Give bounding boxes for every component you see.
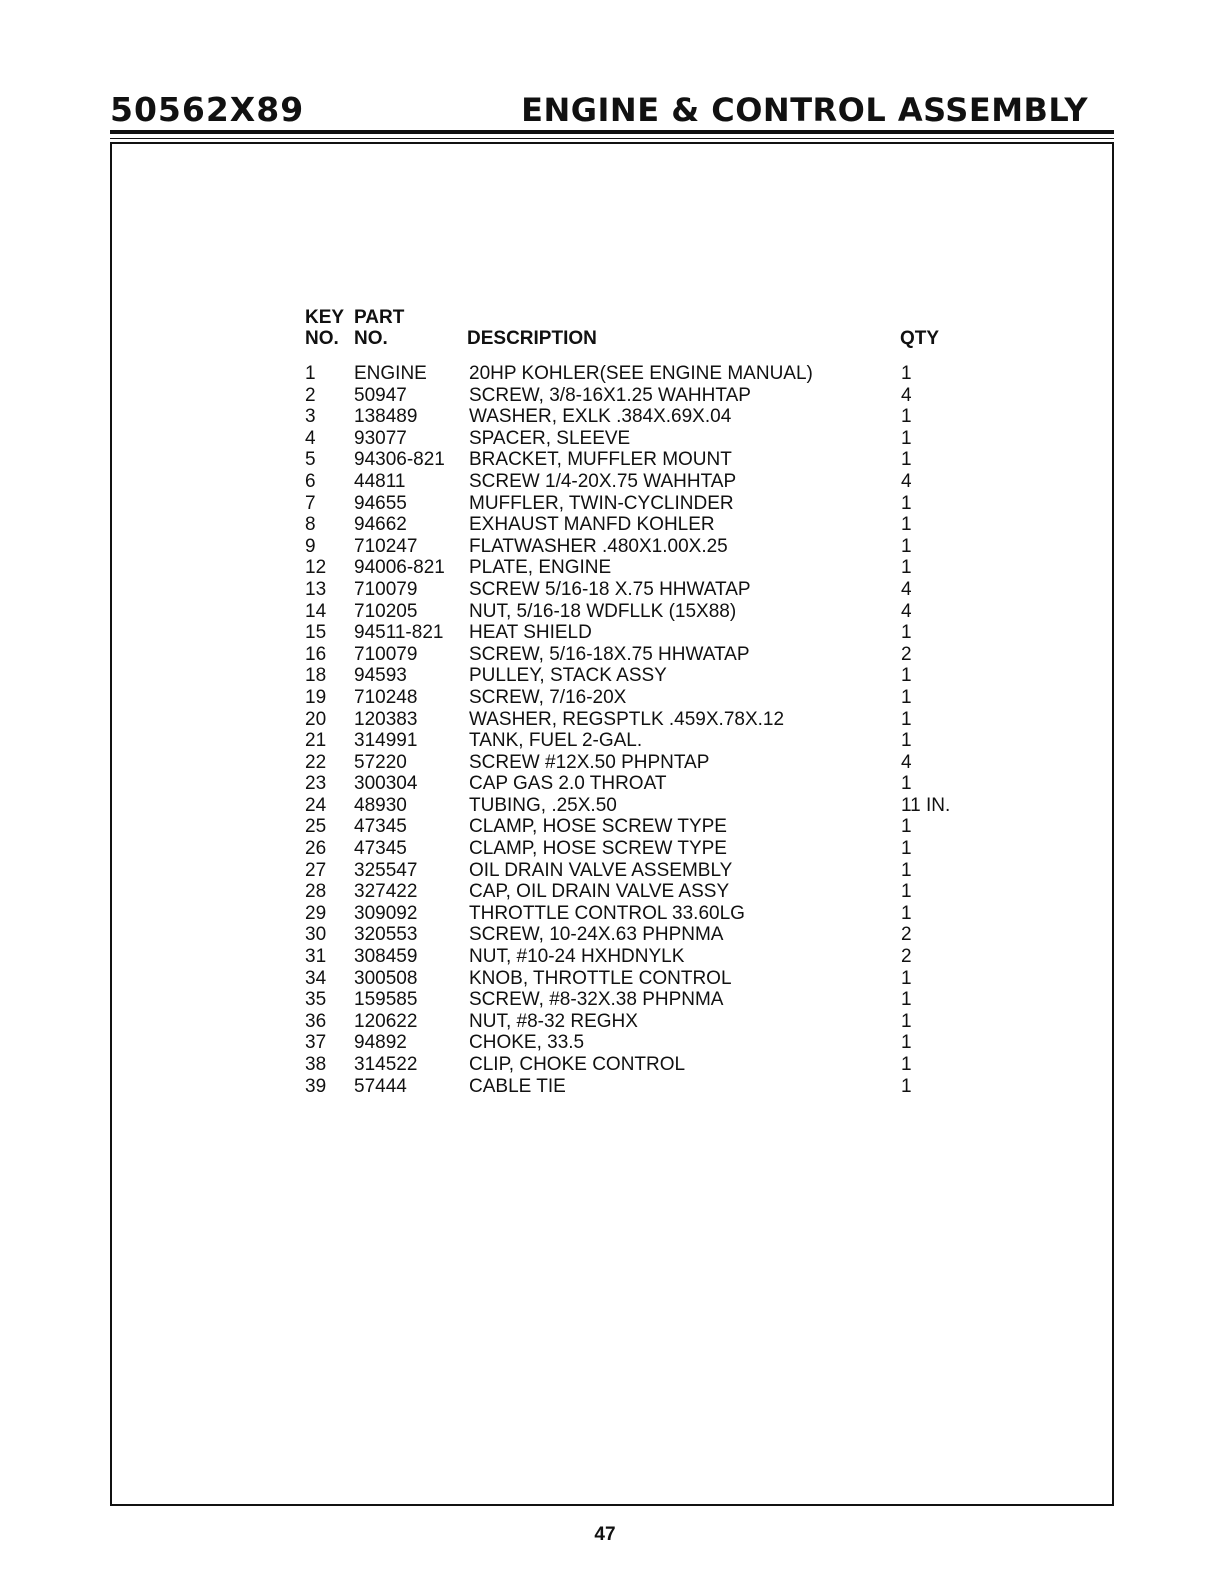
table-row [305, 1011, 985, 1033]
part-number-cell: 320553 [354, 924, 418, 946]
quantity-cell: 2 [901, 924, 912, 946]
key-number-cell: 1 [305, 363, 316, 384]
description-cell: SPACER, SLEEVE [469, 427, 631, 449]
table-row [305, 903, 985, 925]
part-number-cell: 710205 [354, 600, 418, 622]
table-row [305, 493, 985, 515]
quantity-cell: 4 [901, 470, 912, 492]
key-number-cell: 34 [305, 967, 327, 989]
key-number-cell: 23 [305, 773, 327, 795]
part-number-cell: 94593 [354, 665, 407, 687]
quantity-cell: 1 [901, 427, 912, 449]
table-row [305, 449, 985, 471]
col-key-header-line1: KEY [305, 307, 345, 328]
description-cell: CLAMP, HOSE SCREW TYPE [469, 816, 727, 838]
table-row [305, 471, 985, 493]
key-number-cell: 37 [305, 1032, 327, 1054]
quantity-cell: 1 [901, 622, 912, 644]
description-cell: WASHER, EXLK .384X.69X.04 [469, 406, 732, 428]
key-number-cell: 4 [305, 427, 316, 449]
description-cell: CABLE TIE [469, 1075, 566, 1097]
quantity-cell: 1 [901, 708, 912, 730]
table-row [305, 406, 985, 428]
col-description-header: DESCRIPTION [467, 328, 597, 349]
description-cell: WASHER, REGSPTLK .459X.78X.12 [469, 708, 785, 730]
part-number-cell: 94892 [354, 1032, 407, 1054]
table-row [305, 989, 985, 1011]
description-cell: EXHAUST MANFD KOHLER [469, 514, 715, 536]
header-rule-thin [110, 138, 1114, 139]
key-number-cell: 39 [305, 1075, 327, 1097]
part-number-cell: 93077 [354, 427, 407, 449]
part-number-cell: 300304 [354, 773, 418, 795]
key-number-cell: 36 [305, 1010, 327, 1032]
key-number-cell: 16 [305, 643, 327, 665]
key-number-cell: 3 [305, 406, 316, 428]
table-row [305, 363, 985, 385]
description-cell: SCREW, 7/16-20X [469, 686, 627, 708]
quantity-cell: 1 [901, 557, 912, 579]
description-cell: CLAMP, HOSE SCREW TYPE [469, 838, 727, 860]
part-number-cell: 710079 [354, 578, 418, 600]
quantity-cell: 1 [901, 514, 912, 536]
key-number-cell: 30 [305, 924, 327, 946]
description-cell: SCREW, 3/8-16X1.25 WAHHTAP [469, 384, 751, 406]
quantity-cell: 4 [901, 578, 912, 600]
description-cell: PLATE, ENGINE [469, 557, 612, 579]
description-cell: BRACKET, MUFFLER MOUNT [469, 449, 732, 471]
quantity-cell: 1 [901, 730, 912, 752]
key-number-cell: 15 [305, 622, 327, 644]
quantity-cell: 1 [901, 1054, 912, 1075]
quantity-cell: 2 [901, 643, 912, 665]
key-number-cell: 29 [305, 902, 327, 924]
quantity-cell: 1 [901, 686, 912, 708]
part-number-cell: 159585 [354, 989, 418, 1011]
table-row [305, 730, 985, 752]
table-row [305, 579, 985, 601]
table-row [305, 924, 985, 946]
quantity-cell: 1 [901, 406, 912, 428]
quantity-cell: 1 [901, 1075, 912, 1097]
page-header-title: ENGINE & CONTROL ASSEMBLY [521, 91, 1088, 129]
description-cell: SCREW #12X.50 PHPNTAP [469, 751, 710, 773]
key-number-cell: 13 [305, 578, 327, 600]
table-row [305, 514, 985, 536]
quantity-cell: 1 [901, 492, 912, 514]
table-row [305, 557, 985, 579]
table-row [305, 665, 985, 687]
part-number-cell: 309092 [354, 902, 418, 924]
quantity-cell: 2 [901, 946, 912, 968]
table-row [305, 968, 985, 990]
col-part-header-line2: NO. [354, 328, 388, 349]
table-row [305, 428, 985, 450]
part-number-cell: 138489 [354, 406, 418, 428]
key-number-cell: 7 [305, 492, 316, 514]
part-number-cell: 47345 [354, 838, 407, 860]
table-row [305, 385, 985, 407]
key-number-cell: 5 [305, 449, 316, 471]
key-number-cell: 24 [305, 794, 327, 816]
key-number-cell: 28 [305, 881, 327, 903]
table-row [305, 601, 985, 623]
quantity-cell: 1 [901, 881, 912, 903]
key-number-cell: 20 [305, 708, 327, 730]
key-number-cell: 6 [305, 470, 316, 492]
part-number-cell: 94306-821 [354, 449, 445, 471]
quantity-cell: 1 [901, 665, 912, 687]
table-row [305, 622, 985, 644]
quantity-cell: 1 [901, 816, 912, 838]
part-number-cell: 710247 [354, 535, 418, 557]
table-row [305, 816, 985, 838]
description-cell: HEAT SHIELD [469, 622, 592, 644]
quantity-cell: 4 [901, 600, 912, 622]
part-number-cell: 94655 [354, 492, 407, 514]
description-cell: CHOKE, 33.5 [469, 1032, 585, 1054]
table-row [305, 860, 985, 882]
table-row [305, 536, 985, 558]
part-number-cell: 314991 [354, 730, 418, 752]
table-row [305, 709, 985, 731]
part-number-cell: 710079 [354, 643, 418, 665]
description-cell: SCREW, 5/16-18X.75 HHWATAP [469, 643, 750, 665]
part-number-cell: ENGINE [354, 363, 427, 384]
quantity-cell: 1 [901, 967, 912, 989]
quantity-cell: 1 [901, 859, 912, 881]
part-number-cell: 50947 [354, 384, 407, 406]
description-cell: FLATWASHER .480X1.00X.25 [469, 535, 728, 557]
quantity-cell: 1 [901, 902, 912, 924]
part-number-cell: 57444 [354, 1075, 407, 1097]
quantity-cell: 1 [901, 449, 912, 471]
table-row [305, 644, 985, 666]
header-rule-thick [110, 130, 1114, 134]
part-number-cell: 44811 [354, 470, 406, 492]
key-number-cell: 25 [305, 816, 327, 838]
key-number-cell: 26 [305, 838, 327, 860]
key-number-cell: 22 [305, 751, 327, 773]
description-cell: THROTTLE CONTROL 33.60LG [469, 902, 745, 924]
parts-column-headers [305, 307, 985, 355]
quantity-cell: 1 [901, 1032, 912, 1054]
col-key-header-line2: NO. [305, 328, 339, 349]
table-row [305, 838, 985, 860]
col-part-header-line1: PART [354, 307, 405, 328]
description-cell: KNOB, THROTTLE CONTROL [469, 967, 732, 989]
table-row [305, 1032, 985, 1054]
description-cell: SCREW 5/16-18 X.75 HHWATAP [469, 578, 751, 600]
part-number-cell: 710248 [354, 686, 418, 708]
part-number-cell: 94511-821 [354, 622, 444, 644]
page-number: 47 [594, 1524, 616, 1545]
part-number-cell: 94662 [354, 514, 407, 536]
part-number-cell: 314522 [354, 1054, 418, 1075]
description-cell: NUT, #8-32 REGHX [469, 1010, 638, 1032]
part-number-cell: 327422 [354, 881, 418, 903]
quantity-cell: 4 [901, 751, 912, 773]
key-number-cell: 14 [305, 600, 327, 622]
key-number-cell: 8 [305, 514, 316, 536]
key-number-cell: 31 [305, 946, 327, 968]
quantity-cell: 4 [901, 384, 912, 406]
table-row [305, 687, 985, 709]
key-number-cell: 9 [305, 535, 316, 557]
key-number-cell: 12 [305, 557, 327, 579]
quantity-cell: 1 [901, 838, 912, 860]
key-number-cell: 21 [305, 730, 327, 752]
part-number-cell: 120383 [354, 708, 418, 730]
description-cell: 20HP KOHLER(SEE ENGINE MANUAL) [469, 363, 813, 384]
part-number-cell: 300508 [354, 967, 418, 989]
description-cell: SCREW, 10-24X.63 PHPNMA [469, 924, 724, 946]
table-row [305, 1054, 985, 1076]
description-cell: CAP, OIL DRAIN VALVE ASSY [469, 881, 730, 903]
description-cell: NUT, 5/16-18 WDFLLK (15X88) [469, 600, 737, 622]
quantity-cell: 1 [901, 363, 912, 384]
page-header-model: 50562X89 [110, 90, 305, 129]
part-number-cell: 94006-821 [354, 557, 445, 579]
description-cell: TANK, FUEL 2-GAL. [469, 730, 643, 752]
parts-list [305, 307, 985, 1097]
description-cell: CAP GAS 2.0 THROAT [469, 773, 667, 795]
table-row [305, 881, 985, 903]
part-number-cell: 120622 [354, 1010, 418, 1032]
table-row [305, 1076, 985, 1098]
description-cell: NUT, #10-24 HXHDNYLK [469, 946, 685, 968]
table-row [305, 795, 985, 817]
key-number-cell: 18 [305, 665, 327, 687]
table-row [305, 946, 985, 968]
description-cell: SCREW 1/4-20X.75 WAHHTAP [469, 470, 737, 492]
table-row [305, 773, 985, 795]
description-cell: SCREW, #8-32X.38 PHPNMA [469, 989, 724, 1011]
part-number-cell: 325547 [354, 859, 418, 881]
key-number-cell: 2 [305, 384, 316, 406]
part-number-cell: 48930 [354, 794, 407, 816]
description-cell: TUBING, .25X.50 [469, 794, 617, 816]
parts-rows [305, 363, 985, 1097]
quantity-cell: 1 [901, 1010, 912, 1032]
key-number-cell: 27 [305, 859, 327, 881]
description-cell: OIL DRAIN VALVE ASSEMBLY [469, 859, 733, 881]
table-row [305, 752, 985, 774]
description-cell: MUFFLER, TWIN-CYCLINDER [469, 492, 734, 514]
description-cell: PULLEY, STACK ASSY [469, 665, 667, 687]
description-cell: CLIP, CHOKE CONTROL [469, 1054, 686, 1075]
key-number-cell: 38 [305, 1054, 327, 1075]
part-number-cell: 57220 [354, 751, 407, 773]
quantity-cell: 11 IN. [901, 794, 951, 816]
quantity-cell: 1 [901, 535, 912, 557]
quantity-cell: 1 [901, 989, 912, 1011]
col-qty-header: QTY [900, 328, 940, 349]
part-number-cell: 308459 [354, 946, 418, 968]
part-number-cell: 47345 [354, 816, 407, 838]
key-number-cell: 19 [305, 686, 327, 708]
quantity-cell: 1 [901, 773, 912, 795]
key-number-cell: 35 [305, 989, 327, 1011]
